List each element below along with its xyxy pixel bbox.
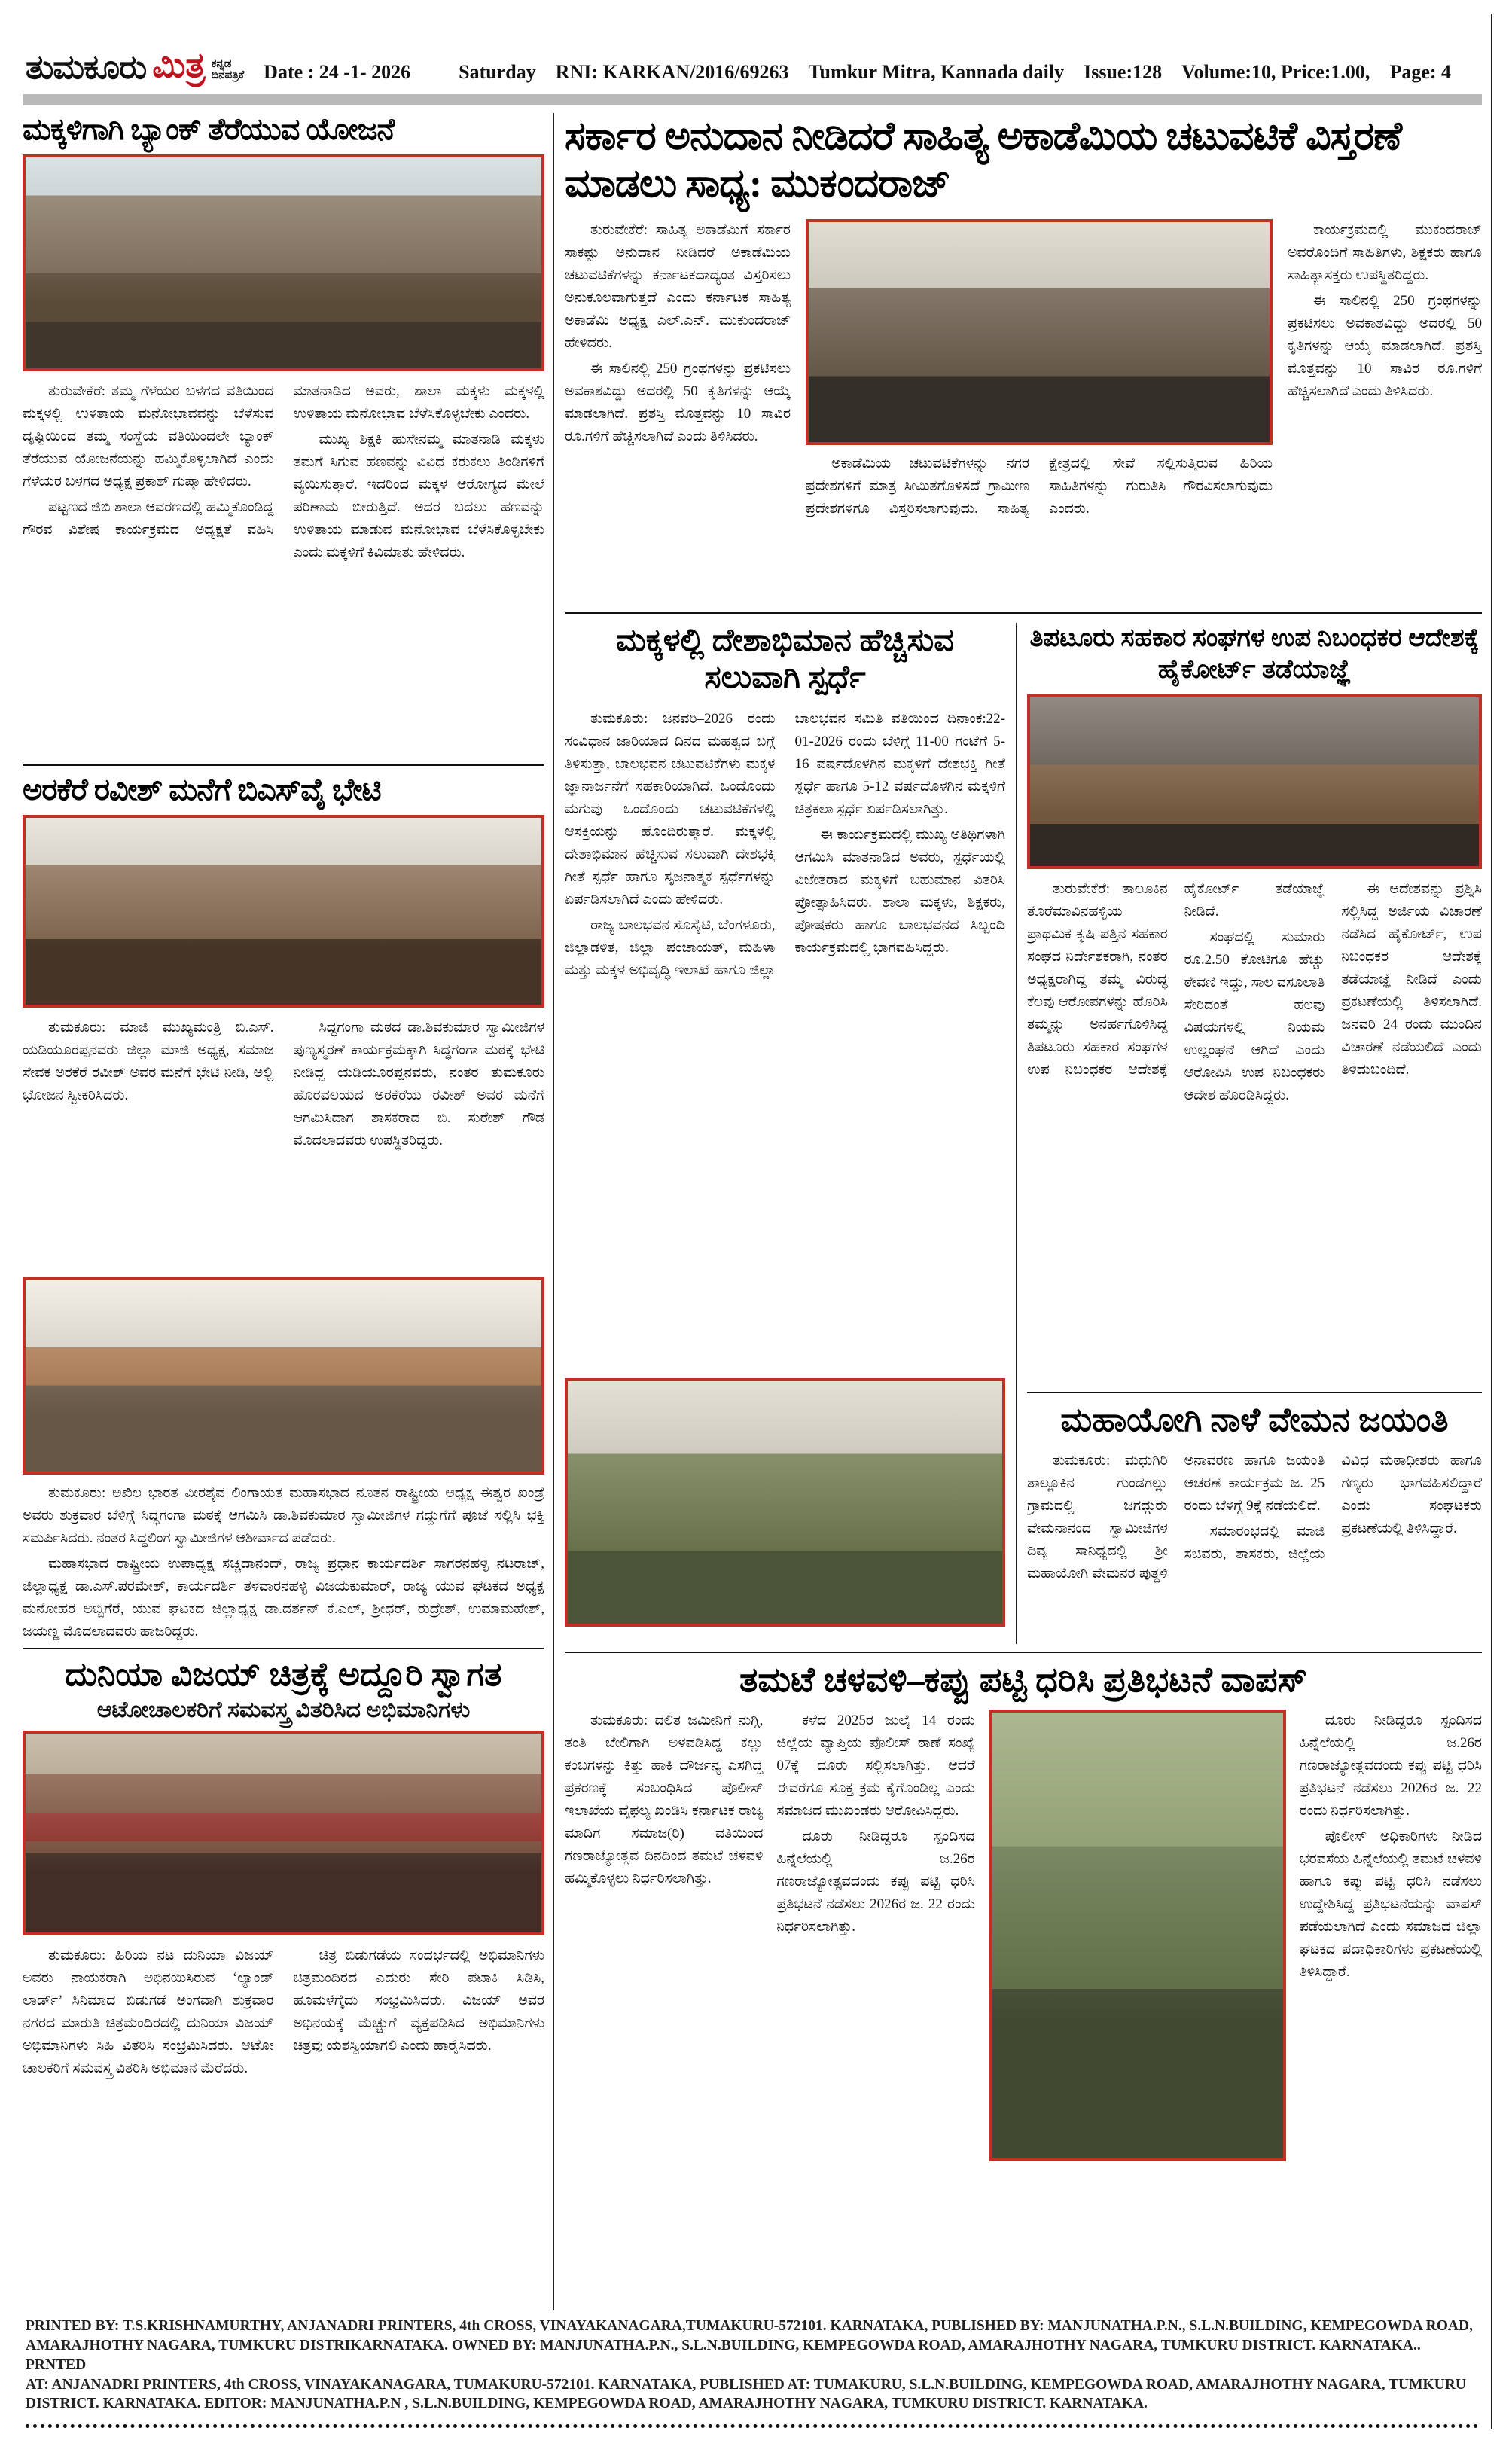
paragraph: ತುಮಕೂರು: ಅಖಿಲ ಭಾರತ ವೀರಶೈವ ಲಿಂಗಾಯತ ಮಹಾಸಭಾದ ನೂತನ ರಾಷ್ಟ್ರೀಯ ಅಧ್ಯಕ್ಷ ಈಶ್ವರ ಖಂಡ್ರೆ ಅವರು ಶುಕ್ರವಾರ ಬೆಳಿಗ್ಗೆ ಸಿದ್ಧಗಂಗಾ ಮಠಕ್ಕೆ ಆಗಮಿಸಿ ಡಾ.ಶಿವಕುಮಾರ ಸ್ವಾಮೀಜಿಗಳ ಗದ್ದುಗೆಗೆ ಪೂಜೆ ಸಲ್ಲಿಸಿ ಭಕ್ತಿ ಸಮರ್ಪಿಸಿದರು. ನಂತರ ಸಿದ್ಧಲಿಂಗ ಸ್ವಾಮೀಜಿಗಳ ಆಶೀರ್ವಾದ ಪಡೆದರು. bbox=[23, 1484, 544, 1546]
volume-price: Volume:10, Price:1.00, bbox=[1181, 61, 1370, 83]
article-contest-headline: ಮಕ್ಕಳಲ್ಲಿ ದೇಶಾಭಿಮಾನ ಹೆಚ್ಚಿಸುವ ಸಲುವಾಗಿ ಸ್ಪರ್ಧೆ bbox=[615, 623, 955, 696]
paper-name-en: Tumkur Mitra, Kannada daily bbox=[808, 61, 1065, 83]
section-divider bbox=[23, 1648, 544, 1649]
article-highcourt-body bbox=[1027, 878, 1482, 1384]
article-academy bbox=[565, 113, 1482, 605]
paragraph: ಅಕಾಡೆಮಿಯ ಚಟುವಟಿಕೆಗಳನ್ನು ನಗರ ಪ್ರದೇಶಗಳಿಗೆ ಮಾತ್ರ ಸೀಮಿತಗೊಳಿಸದೆ ಗ್ರಾಮೀಣ ಪ್ರದೇಶಗಳಿಗೂ ವಿಸ್ತರಿಸಲಾಗುವುದು. ಸಾಹಿತ್ಯ ಕ್ಷೇತ್ರದಲ್ಲಿ ಸೇವೆ ಸಲ್ಲಿಸುತ್ತಿರುವ ಹಿರಿಯ ಸಾಹಿತಿಗಳನ್ನು ಗುರುತಿಸಿ ಗೌರವಿಸಲಾಗುವುದು ಎಂದರು. bbox=[806, 455, 1273, 517]
article-bsy bbox=[23, 773, 544, 1640]
middle-band bbox=[565, 623, 1482, 1644]
imprint-footer bbox=[23, 2310, 1482, 2429]
article-academy-headline: ಸರ್ಕಾರ ಅನುದಾನ ನೀಡಿದರೆ ಸಾಹಿತ್ಯ ಅಕಾಡೆಮಿಯ ಚಟುವಟಿಕೆ ವಿಸ್ತರಣೆ ಮಾಡಲು ಸಾಧ್ಯ: ಮುಕಂದರಾಜ್ bbox=[565, 115, 1402, 206]
section-divider bbox=[1027, 1392, 1482, 1393]
article-duniya-photo bbox=[23, 1731, 544, 1935]
article-vemana-body bbox=[1027, 1450, 1482, 1644]
left-column bbox=[23, 113, 554, 2310]
paragraph: ತುರುವೇಕೆರೆ: ತಮ್ಮ ಗೆಳೆಯರ ಬಳಗದ ವತಿಯಿಂದ ಮಕ್ಕಳಲ್ಲಿ ಉಳಿತಾಯ ಮನೋಭಾವವನ್ನು ಬೆಳೆಸುವ ದೃಷ್ಟಿಯಿಂದ ತಮ್ಮ ಸಂಸ್ಥೆಯ ವತಿಯಿಂದಲೇ ಬ್ಯಾಂಕ್ ತೆರೆಯುವ ಯೋಜನೆಯನ್ನು ಹಮ್ಮಿಕೊಳ್ಳಲಾಗಿದೆ ಎಂದು ಗೆಳೆಯರ ಬಳಗದ ಅಧ್ಯಕ್ಷ ಪ್ರಕಾಶ್ ಗುಪ್ತಾ ಹೇಳಿದರು. bbox=[23, 383, 274, 490]
imprint-line: AMARAJHOTHY NAGARA, TUMKURU DISTRIKARNATAKA. OWNED BY: MANJUNATHA.P.N., S.L.N.BUILDING, KEMPEGOWDA ROAD, AMARAJHOTHY NAGARA, TUMKURU DISTRICT. KARNATAKA.. PRNTED bbox=[26, 2338, 1421, 2373]
rni-number: RNI: KARKAN/2016/69263 bbox=[555, 61, 789, 83]
paragraph: ಈ ಕಾರ್ಯಕ್ರಮದಲ್ಲಿ ಮುಖ್ಯ ಅತಿಥಿಗಳಾಗಿ ಆಗಮಿಸಿ ಮಾತನಾಡಿದ ಅವರು, ಸ್ಪರ್ಧೆಯಲ್ಲಿ ವಿಜೇತರಾದ ಮಕ್ಕಳಿಗೆ ಬಹುಮಾನ ವಿತರಿಸಿ ಪ್ರೋತ್ಸಾಹಿಸಿದರು. ಶಾಲಾ ಮಕ್ಕಳು, ಶಿಕ್ಷಕರು, ಪೋಷಕರು ಹಾಗೂ ಬಾಲಭವನದ ಸಿಬ್ಬಂದಿ ಕಾರ್ಯಕ್ರಮದಲ್ಲಿ ಭಾಗವಹಿಸಿದ್ದರು. bbox=[794, 827, 1005, 956]
article-bank-headline: ಮಕ್ಕಳಿಗಾಗಿ ಬ್ಯಾಂಕ್ ತೆರೆಯುವ ಯೋಜನೆ bbox=[23, 112, 395, 146]
article-duniya-subheadline: ಆಟೋಚಾಲಕರಿಗೆ ಸಮವಸ್ತ್ರ ವಿತರಿಸಿದ ಅಭಿಮಾನಿಗಳು bbox=[96, 1697, 471, 1722]
logo-tagline bbox=[212, 59, 245, 87]
paragraph: ಮುಖ್ಯ ಶಿಕ್ಷಕಿ ಹುಸೇನಮ್ಮ ಮಾತನಾಡಿ ಮಕ್ಕಳು ತಮಗೆ ಸಿಗುವ ಹಣವನ್ನು ವಿವಿಧ ಕರುಕಲು ತಿಂಡಿಗಳಿಗೆ ವ್ಯಯಿಸುತ್ತಾರೆ. ಇದರಿಂದ ಮಕ್ಕಳ ಆರೋಗ್ಯದ ಮೇಲೆ ಪರಿಣಾಮ ಬೀರುತ್ತಿದೆ. ಅದರ ಬದಲು ಹಣವನ್ನು ಉಳಿತಾಯ ಮಾಡುವ ಮನೋಭಾವ ಬೆಳೆಸಿಕೊಳ್ಳಬೇಕು ಎಂದು ಮಕ್ಕಳಿಗೆ ಕಿವಿಮಾತು ಹೇಳಿದರು. bbox=[293, 431, 544, 560]
paragraph: ತುರುವೇಕೆರೆ: ಸಾಹಿತ್ಯ ಅಕಾಡೆಮಿಗೆ ಸರ್ಕಾರ ಸಾಕಷ್ಟು ಅನುದಾನ ನೀಡಿದರೆ ಅಕಾಡೆಮಿಯ ಚಟುವಟಿಕೆಗಳನ್ನು ಕರ್ನಾಟಕದಾದ್ಯಂತ ವಿಸ್ತರಿಸಲು ಅನುಕೂಲವಾಗುತ್ತದೆ ಎಂದು ಕರ್ನಾಟಕ ಸಾಹಿತ್ಯ ಅಕಾಡೆಮಿ ಅಧ್ಯಕ್ಷ ಎಲ್.ಎನ್. ಮುಕುಂದರಾಜ್ ಹೇಳಿದರು. bbox=[565, 221, 791, 351]
article-contest-photo bbox=[565, 1378, 1005, 1627]
paragraph: ತುಮಕೂರು: ಮಧುಗಿರಿ ತಾಲ್ಲೂಕಿನ ಗುಂಡಗಲ್ಲು ಗ್ರಾಮದಲ್ಲಿ ಜಗದ್ಗುರು ವೇಮನಾನಂದ ಸ್ವಾಮೀಜಿಗಳ ದಿವ್ಯ ಸಾನಿಧ್ಯದಲ್ಲಿ ಶ್ರೀ ಮಹಾಯೋಗಿ ವೇಮನರ ಪುತ್ಥಳಿ ಅನಾವರಣ ಹಾಗೂ ಜಯಂತಿ ಆಚರಣೆ ಕಾರ್ಯಕ್ರಮ ಜ. 25 ರಂದು ಬೆಳಿಗ್ಗೆ 9ಕ್ಕೆ ನಡೆಯಲಿದೆ. bbox=[1027, 1452, 1325, 1581]
middle-band-right bbox=[1017, 623, 1482, 1644]
article-bank-photo bbox=[23, 154, 544, 371]
academy-col-3 bbox=[1288, 219, 1482, 605]
article-duniya bbox=[23, 1657, 544, 2285]
article-highcourt bbox=[1027, 623, 1482, 1384]
section-divider bbox=[565, 612, 1482, 614]
article-contest bbox=[565, 623, 1017, 1644]
paragraph: ಚಿತ್ರ ಬಿಡುಗಡೆಯ ಸಂದರ್ಭದಲ್ಲಿ ಅಭಿಮಾನಿಗಳು ಚಿತ್ರಮಂದಿರದ ಎದುರು ಸೇರಿ ಪಟಾಕಿ ಸಿಡಿಸಿ, ಹೂಮಳೆಗೈದು ಸಂಭ್ರಮಿಸಿದರು. ವಿಜಯ್ ಅವರ ಅಭಿನಯಕ್ಕೆ ಮೆಚ್ಚುಗೆ ವ್ಯಕ್ತಪಡಿಸಿದ ಅಭಿಮಾನಿಗಳು ಚಿತ್ರವು ಯಶಸ್ವಿಯಾಗಲಿ ಎಂದು ಹಾರೈಸಿದರು. bbox=[293, 1947, 544, 2054]
right-column bbox=[565, 113, 1482, 2310]
section-divider bbox=[23, 764, 544, 766]
imprint-line: DISTRICT. KARNATAKA. EDITOR: MANJUNATHA.P.N , S.L.N.BUILDING, KEMPEGOWDA ROAD, AMARAJHOTHY NAGARA, TUMKURU DISTRICT. KARNATAKA. bbox=[26, 2396, 1148, 2412]
paragraph: ದೂರು ನೀಡಿದ್ದರೂ ಸ್ಪಂದಿಸದ ಹಿನ್ನೆಲೆಯಲ್ಲಿ ಜ.26ರ ಗಣರಾಜ್ಯೋತ್ಸವದಂದು ಕಪ್ಪು ಪಟ್ಟಿ ಧರಿಸಿ ಪ್ರತಿಭಟನೆ ನಡೆಸಲು 2026ರ ಜ. 22 ರಂದು ನಿರ್ಧರಿಸಲಾಗಿತ್ತು. bbox=[1299, 1712, 1482, 1819]
paragraph: ಸಂಘದಲ್ಲಿ ಸುಮಾರು ರೂ.2.50 ಕೋಟಿಗೂ ಹೆಚ್ಚು ಠೇವಣಿ ಇದ್ದು, ಸಾಲ ವಸೂಲಾತಿ ಸೇರಿದಂತೆ ಹಲವು ವಿಷಯಗಳಲ್ಲಿ ನಿಯಮ ಉಲ್ಲಂಘನೆ ಆಗಿದೆ ಎಂದು ಆರೋಪಿಸಿ ಉಪ ನಿಬಂಧಕರು ಆದೇಶ ಹೊರಡಿಸಿದ್ದರು. bbox=[1184, 929, 1325, 1104]
issue-number: Issue:128 bbox=[1084, 61, 1163, 83]
banner-in-photo bbox=[26, 1813, 541, 1841]
masthead-divider-bar bbox=[23, 94, 1482, 105]
paragraph: ಸಮಾರಂಭದಲ್ಲಿ ಮಾಜಿ ಸಚಿವರು, ಶಾಸಕರು, ಜಿಲ್ಲೆಯ ವಿವಿಧ ಮಠಾಧೀಶರು ಹಾಗೂ ಗಣ್ಯರು ಭಾಗವಹಿಸಲಿದ್ದಾರೆ ಎಂದು ಸಂಘಟಕರು ಪ್ರಕಟಣೆಯಲ್ಲಿ ತಿಳಿಸಿದ್ದಾರೆ. bbox=[1184, 1452, 1482, 1562]
paragraph: ತುಮಕೂರು: ದಲಿತ ಜಮೀನಿಗೆ ನುಗ್ಗಿ, ತಂತಿ ಬೇಲಿಗಾಗಿ ಅಳವಡಿಸಿದ್ದ ಕಲ್ಲು ಕಂಬಗಳನ್ನು ಕಿತ್ತು ಹಾಕಿ ದೌರ್ಜನ್ಯ ಎಸಗಿದ್ದ ಪ್ರಕರಣಕ್ಕೆ ಸಂಬಂಧಿಸಿದ ಪೊಲೀಸ್ ಇಲಾಖೆಯ ವೈಫಲ್ಯ ಖಂಡಿಸಿ ಕರ್ನಾಟಕ ರಾಜ್ಯ ಮಾದಿಗ ಸಮಾಜ(ರಿ) ವತಿಯಿಂದ ಗಣರಾಜ್ಯೋತ್ಸವ ದಿನದಿಂದ ತಮಟೆ ಚಳವಳಿ ಹಮ್ಮಿಕೊಳ್ಳಲು ನಿರ್ಧರಿಸಲಾಗಿತ್ತು. bbox=[565, 1712, 764, 1886]
logo-word-black: ತುಮಕೂರು bbox=[26, 49, 147, 86]
imprint-line: AT: ANJANADRI PRINTERS, 4th CROSS, VINAYAKANAGARA, TUMAKURU-572101. KARNATAKA, PUBLISHED AT: TUMAKURU, S.L.N.BUILDING, KEMPEGOWDA ROAD, AMARAJHOTHY NAGARA, TUMKURU bbox=[26, 2376, 1466, 2393]
article-bsy-photo bbox=[23, 815, 544, 1008]
logo-tagline-bottom: ದಿನಪತ್ರಿಕೆ bbox=[211, 69, 245, 82]
paragraph: ರಾಜ್ಯ ಬಾಲಭವನ ಸೊಸೈಟಿ, ಬೆಂಗಳೂರು, ಜಿಲ್ಲಾಡಳಿತ, ಜಿಲ್ಲಾ ಪಂಚಾಯತ್, ಮಹಿಳಾ ಮತ್ತು ಮಕ್ಕಳ ಅಭಿವೃದ್ಧಿ ಇಲಾಖೆ ಹಾಗೂ ಜಿಲ್ಲಾ ಬಾಲಭವನ ಸಮಿತಿ ವತಿಯಿಂದ ದಿನಾಂಕ:22-01-2026 ರಂದು ಬೆಳಿಗ್ಗೆ 11-00 ಗಂಟೆಗೆ 5-16 ವರ್ಷದೊಳಗಿನ ಮಕ್ಕಳಿಗೆ ದೇಶಭಕ್ತಿ ಗೀತೆ ಸ್ಪರ್ಧೆ ಹಾಗೂ 5-12 ವರ್ಷದೊಳಗಿನ ಮಕ್ಕಳಿಗೆ ಚಿತ್ರಕಲಾ ಸ್ಪರ್ಧೆ ಏರ್ಪಡಿಸಲಾಗಿತ್ತು. bbox=[565, 710, 1005, 979]
paragraph: ಮಹಾಸಭಾದ ರಾಷ್ಟ್ರೀಯ ಉಪಾಧ್ಯಕ್ಷ ಸಚ್ಚಿದಾನಂದ್, ರಾಜ್ಯ ಪ್ರಧಾನ ಕಾರ್ಯದರ್ಶಿ ಸಾಗರನಹಳ್ಳಿ ನಟರಾಜ್, ಜಿಲ್ಲಾಧ್ಯಕ್ಷ ಡಾ.ಎಸ್.ಪರಮೇಶ್, ಕಾರ್ಯದರ್ಶಿ ತಳವಾರನಹಳ್ಳಿ ವಿಜಯಕುಮಾರ್, ರಾಜ್ಯ ಯುವ ಘಟಕದ ಅಧ್ಯಕ್ಷ ಮನೋಹರ ಅಬ್ಬಿಗೆರೆ, ಯುವ ಘಟಕದ ಜಿಲ್ಲಾಧ್ಯಕ್ಷ ಡಾ.ದರ್ಶನ್ ಕೆ.ಎಲ್, ಶ್ರೀಧರ್, ರುದ್ರೇಶ್, ಉಮಾಮಹೇಶ್, ಜಯಣ್ಣ ಮೊದಲಾದವರು ಹಾಜರಿದ್ದರು. bbox=[23, 1555, 544, 1639]
paragraph: ತುರುವೇಕೆರೆ: ತಾಲೂಕಿನ ತೊರೆಮಾವಿನಹಳ್ಳಿಯ ಪ್ರಾಥಮಿಕ ಕೃಷಿ ಪತ್ತಿನ ಸಹಕಾರ ಸಂಘದ ನಿರ್ದೇಶಕರಾಗಿ, ನಂತರ ಅಧ್ಯಕ್ಷರಾಗಿದ್ದ ತಮ್ಮ ವಿರುದ್ಧ ಕೆಲವು ಆರೋಪಗಳನ್ನು ಹೊರಿಸಿ ತಮ್ಮನ್ನು ಅನರ್ಹಗೊಳಿಸಿದ್ದ ತಿಪಟೂರು ಸಹಕಾರ ಸಂಘಗಳ ಉಪ ನಿಬಂಧಕರ ಆದೇಶಕ್ಕೆ ಹೈಕೋರ್ಟ್ ತಡೆಯಾಜ್ಞೆ ನೀಡಿದೆ. bbox=[1027, 880, 1325, 1078]
paper-logo bbox=[26, 45, 244, 87]
paragraph: ಕಳೆದ 2025ರ ಜುಲೈ 14 ರಂದು ಜಿಲ್ಲೆಯ ವ್ಯಾಪ್ತಿಯ ಪೊಲೀಸ್ ಠಾಣೆ ಸಂಖ್ಯೆ 07ಕ್ಕೆ ದೂರು ಸಲ್ಲಿಸಲಾಗಿತ್ತು. ಆದರೆ ಈವರೆಗೂ ಸೂಕ್ತ ಕ್ರಮ ಕೈಗೊಂಡಿಲ್ಲ ಎಂದು ಸಮಾಜದ ಮುಖಂಡರು ಆರೋಪಿಸಿದ್ದರು. bbox=[776, 1712, 975, 1819]
article-tamate bbox=[565, 1661, 1482, 2188]
article-highcourt-photo bbox=[1027, 694, 1482, 869]
imprint-line: PRINTED BY: T.S.KRISHNAMURTHY, ANJANADRI PRINTERS, 4th CROSS, VINAYAKANAGARA,TUMAKURU-572101. KARNATAKA, PUBLISHED BY: MANJUNATHA.P.N., S.L.N.BUILDING, KEMPEGOWDA ROAD, bbox=[26, 2318, 1473, 2335]
paragraph: ಪೊಲೀಸ್ ಅಧಿಕಾರಿಗಳು ನೀಡಿದ ಭರವಸೆಯ ಹಿನ್ನೆಲೆಯಲ್ಲಿ ತಮಟೆ ಚಳವಳಿ ಹಾಗೂ ಕಪ್ಪು ಪಟ್ಟಿ ಧರಿಸಿ ನಡೆಸಲು ಉದ್ದೇಶಿಸಿದ್ದ ಪ್ರತಿಭಟನೆಯನ್ನು ವಾಪಸ್ ಪಡೆಯಲಾಗಿದೆ ಎಂದು ಸಮಾಜದ ಜಿಲ್ಲಾ ಘಟಕದ ಪದಾಧಿಕಾರಿಗಳು ಪ್ರಕಟಣೆಯಲ್ಲಿ ತಿಳಿಸಿದ್ದಾರೆ. bbox=[1299, 1828, 1482, 1980]
masthead bbox=[23, 14, 1482, 91]
article-academy-body bbox=[565, 219, 1482, 605]
article-bsy-body bbox=[23, 1017, 544, 1271]
tamate-col-1 bbox=[565, 1710, 763, 2188]
article-bank-body bbox=[23, 380, 544, 757]
article-academy-photo bbox=[806, 219, 1273, 445]
footer-dotted-rule bbox=[26, 2424, 1479, 2428]
article-vemana-headline: ಮಹಾಯೋಗಿ ನಾಳೆ ವೇಮನ ಜಯಂತಿ bbox=[1060, 1401, 1449, 1438]
academy-col-1 bbox=[565, 219, 791, 605]
article-highcourt-headline: ತಿಪಟೂರು ಸಹಕಾರ ಸಂಘಗಳ ಉಪ ನಿಬಂಧಕರ ಆದೇಶಕ್ಕೆ ಹೈಕೋರ್ಟ್ ತಡೆಯಾಜ್ಞೆ bbox=[1029, 624, 1480, 685]
paragraph: ಈ ಸಾಲಿನಲ್ಲಿ 250 ಗ್ರಂಥಗಳನ್ನು ಪ್ರಕಟಿಸಲು ಅವಕಾಶವಿದ್ದು ಅದರಲ್ಲಿ 50 ಕೃತಿಗಳನ್ನು ಆಯ್ಕೆ ಮಾಡಲಾಗಿದೆ. ಪ್ರಶಸ್ತಿ ಮೊತ್ತವನ್ನು 10 ಸಾವಿರ ರೂ.ಗಳಿಗೆ ಹೆಚ್ಚಿಸಲಾಗಿದೆ ಎಂದು ತಿಳಿಸಿದರು. bbox=[1288, 292, 1482, 399]
article-tamate-headline: ತಮಟೆ ಚಳವಳಿ–ಕಪ್ಪು ಪಟ್ಟಿ ಧರಿಸಿ ಪ್ರತಿಭಟನೆ ವಾಪಸ್ bbox=[739, 1660, 1307, 1699]
page-number: Page: 4 bbox=[1389, 61, 1452, 83]
academy-mid-text bbox=[806, 453, 1273, 596]
logo-tagline-top: ಕನ್ನಡ bbox=[211, 57, 232, 70]
paragraph: ಈ ಆದೇಶವನ್ನು ಪ್ರಶ್ನಿಸಿ ಸಲ್ಲಿಸಿದ್ದ ಅರ್ಜಿಯ ವಿಚಾರಣೆ ನಡೆಸಿದ ಹೈಕೋರ್ಟ್, ಉಪ ನಿಬಂಧಕರ ಆದೇಶಕ್ಕೆ ತಡೆಯಾಜ್ಞೆ ನೀಡಿದೆ ಎಂದು ಪ್ರಕಟಣೆಯಲ್ಲಿ ತಿಳಿಸಲಾಗಿದೆ. ಜನವರಿ 24 ರಂದು ಮುಂದಿನ ವಿಚಾರಣೆ ನಡೆಯಲಿದೆ ಎಂದು ತಿಳಿದುಬಂದಿದೆ. bbox=[1341, 880, 1482, 1078]
article-duniya-body bbox=[23, 1944, 544, 2285]
article-contest-body bbox=[565, 708, 1005, 1371]
tamate-col-2 bbox=[776, 1710, 974, 2188]
paragraph: ದೂರು ನೀಡಿದ್ದರೂ ಸ್ಪಂದಿಸದ ಹಿನ್ನೆಲೆಯಲ್ಲಿ ಜ.26ರ ಗಣರಾಜ್ಯೋತ್ಸವದಂದು ಕಪ್ಪು ಪಟ್ಟಿ ಧರಿಸಿ ಪ್ರತಿಭಟನೆ ನಡೆಸಲು 2026ರ ಜ. 22 ರಂದು ನಿರ್ಧರಿಸಲಾಗಿತ್ತು. bbox=[776, 1828, 975, 1935]
article-veerashaiva-photo bbox=[23, 1277, 544, 1475]
issue-day: Saturday bbox=[459, 61, 536, 83]
article-veerashaiva-body bbox=[23, 1482, 544, 1640]
paragraph: ತುಮಕೂರು: ಜನವರಿ–2026 ರಂದು ಸಂವಿಧಾನ ಜಾರಿಯಾದ ದಿನದ ಮಹತ್ವದ ಬಗ್ಗೆ ತಿಳಿಸುತ್ತಾ, ಬಾಲಭವನ ಚಟುವಟಿಕೆಗಳು ಮಕ್ಕಳ ಜ್ಞಾನಾರ್ಜನೆಗೆ ಸಹಕಾರಿಯಾಗಿದೆ. ಒಂದೊಂದು ಮಗುವು ಒಂದೊಂದು ಚಟುವಟಿಕೆಗಳಲ್ಲಿ ಆಸಕ್ತಿಯನ್ನು ಹೊಂದಿರುತ್ತಾರೆ. ಮಕ್ಕಳಲ್ಲಿ ದೇಶಾಭಿಮಾನ ಹೆಚ್ಚಿಸುವ ಸಲುವಾಗಿ ದೇಶಭಕ್ತಿ ಗೀತೆ ಸ್ಪರ್ಧೆ ಹಾಗೂ ಸೃಜನಾತ್ಮಕ ಸ್ಪರ್ಧೆಗಳನ್ನು ಏರ್ಪಡಿಸಲಾಗಿದೆ ಎಂದು ಹೇಳಿದರು. bbox=[565, 710, 776, 908]
academy-col-mid bbox=[806, 219, 1273, 605]
paragraph: ಸಿದ್ಧಗಂಗಾ ಮಠದ ಡಾ.ಶಿವಕುಮಾರ ಸ್ವಾಮೀಜಿಗಳ ಪುಣ್ಯಸ್ಮರಣೆ ಕಾರ್ಯಕ್ರಮಕ್ಕಾಗಿ ಸಿದ್ಧಗಂಗಾ ಮಠಕ್ಕೆ ಭೇಟಿ ನೀಡಿದ್ದ ಯಡಿಯೂರಪ್ಪನವರು, ನಂತರ ತುಮಕೂರು ಹೊರವಲಯದ ಅರಕೆರೆಯ ರವೀಶ್ ಅವರ ಮನೆಗೆ ಆಗಮಿಸಿದಾಗ ಶಾಸಕರಾದ ಬಿ. ಸುರೇಶ್ ಗೌಡ ಮೊದಲಾದವರು ಉಪಸ್ಥಿತರಿದ್ದರು. bbox=[293, 1019, 544, 1148]
paragraph: ತುಮಕೂರು: ಮಾಜಿ ಮುಖ್ಯಮಂತ್ರಿ ಬಿ.ಎಸ್. ಯಡಿಯೂರಪ್ಪನವರು ಜಿಲ್ಲಾ ಮಾಜಿ ಅಧ್ಯಕ್ಷ, ಸಮಾಜ ಸೇವಕ ಅರಕೆರೆ ರವೀಶ್ ಅವರ ಮನೆಗೆ ಭೇಟಿ ನೀಡಿ, ಅಲ್ಲಿ ಭೋಜನ ಸ್ವೀಕರಿಸಿದರು. bbox=[23, 1019, 274, 1103]
article-bsy-headline: ಅರಕೆರೆ ರವೀಶ್ ಮನೆಗೆ ಬಿಎಸ್‌ವೈ ಭೇಟಿ bbox=[23, 772, 381, 807]
article-tamate-photo bbox=[989, 1710, 1286, 2161]
tamate-col-4 bbox=[1300, 1710, 1482, 2188]
section-divider bbox=[565, 1652, 1482, 1653]
article-vemana bbox=[1027, 1401, 1482, 1644]
article-duniya-headline: ದುನಿಯಾ ವಿಜಯ್ ಚಿತ್ರಕ್ಕೆ ಅದ್ದೂರಿ ಸ್ವಾಗತ bbox=[65, 1655, 502, 1693]
paragraph: ಕಾರ್ಯಕ್ರಮದಲ್ಲಿ ಮುಕಂದರಾಜ್ ಅವರೊಂದಿಗೆ ಸಾಹಿತಿಗಳು, ಶಿಕ್ಷಕರು ಹಾಗೂ ಸಾಹಿತ್ಯಾಸಕ್ತರು ಉಪಸ್ಥಿತರಿದ್ದರು. bbox=[1288, 221, 1482, 283]
paragraph: ಈ ಸಾಲಿನಲ್ಲಿ 250 ಗ್ರಂಥಗಳನ್ನು ಪ್ರಕಟಿಸಲು ಅವಕಾಶವಿದ್ದು ಅದರಲ್ಲಿ 50 ಕೃತಿಗಳನ್ನು ಆಯ್ಕೆ ಮಾಡಲಾಗಿದೆ. ಪ್ರಶಸ್ತಿ ಮೊತ್ತವನ್ನು 10 ಸಾವಿರ ರೂ.ಗಳಿಗೆ ಹೆಚ್ಚಿಸಲಾಗಿದೆ ಎಂದು ತಿಳಿಸಿದರು. bbox=[565, 360, 791, 445]
logo-word-red: ಮಿತ್ರ bbox=[152, 46, 206, 84]
article-tamate-body bbox=[565, 1710, 1482, 2188]
paragraph: ತುಮಕೂರು: ಹಿರಿಯ ನಟ ದುನಿಯಾ ವಿಜಯ್ ಅವರು ನಾಯಕರಾಗಿ ಅಭಿನಯಿಸಿರುವ ‘ಲ್ಯಾಂಡ್ ಲಾರ್ಡ್’ ಸಿನಿಮಾದ ಬಿಡುಗಡೆ ಅಂಗವಾಗಿ ಶುಕ್ರವಾರ ನಗರದ ಮಾರುತಿ ಚಿತ್ರಮಂದಿರದಲ್ಲಿ ದುನಿಯಾ ವಿಜಯ್ ಅಭಿಮಾನಿಗಳು ಸಿಹಿ ವಿತರಿಸಿ ಸಂಭ್ರಮಿಸಿದರು. ಆಟೋ ಚಾಲಕರಿಗೆ ಸಮವಸ್ತ್ರ ವಿತರಿಸಿ ಅಭಿಮಾನ ಮೆರೆದರು. bbox=[23, 1947, 274, 2077]
paragraph: ಪಟ್ಟಣದ ಜಿಬಿ ಶಾಲಾ ಆವರಣದಲ್ಲಿ ಹಮ್ಮಿಕೊಂಡಿದ್ದ ಗೌರವ ವಿಶೇಷ ಕಾರ್ಯಕ್ರಮದ ಅಧ್ಯಕ್ಷತೆ ವಹಿಸಿ ಮಾತನಾಡಿದ ಅವರು, ಶಾಲಾ ಮಕ್ಕಳು ಮಕ್ಕಳಲ್ಲಿ ಉಳಿತಾಯ ಮನೋಭಾವ ಬೆಳೆಸಿಕೊಳ್ಳಬೇಕು ಎಂದರು. bbox=[23, 383, 544, 538]
article-bank bbox=[23, 113, 544, 757]
issue-date: Date : 24 -1- 2026 bbox=[264, 61, 411, 83]
